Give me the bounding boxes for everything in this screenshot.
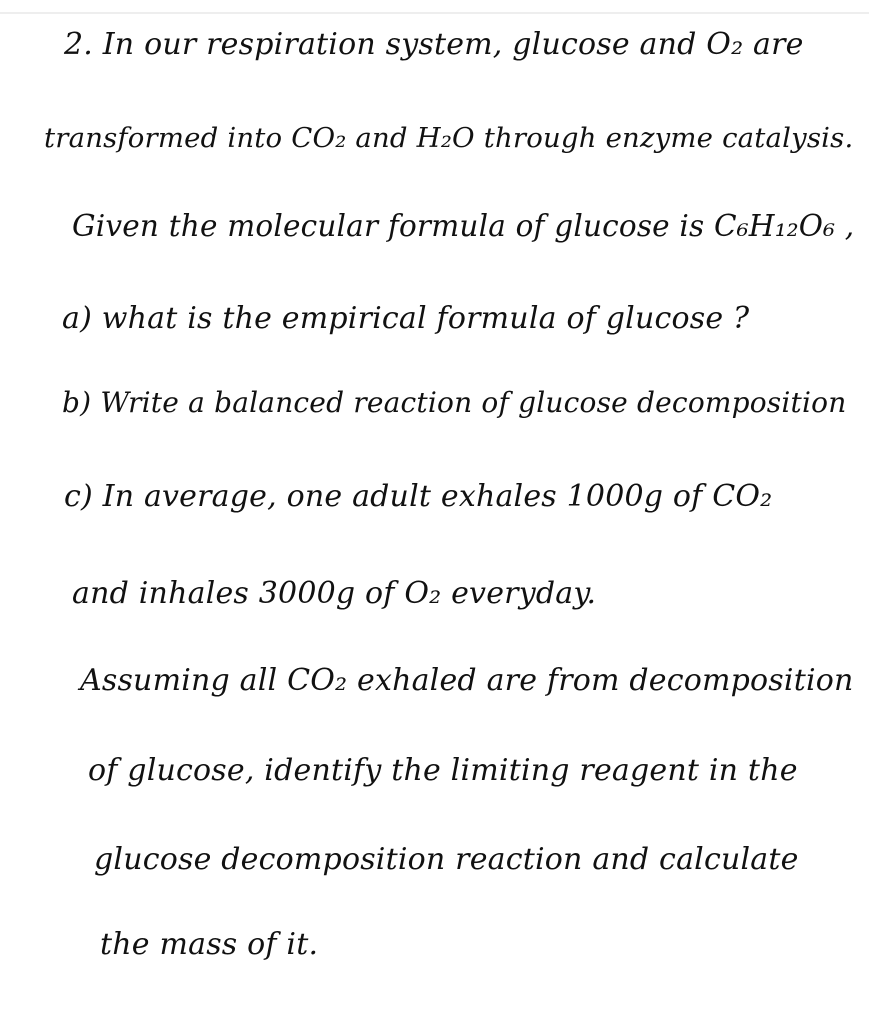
part-c-line: and inhales 3000g of O₂ everyday. (72, 576, 597, 611)
question-line: Given the molecular formula of glucose is C₆H₁₂O₆ , (72, 209, 855, 243)
part-c-line: the mass of it. (100, 927, 319, 962)
top-divider (0, 12, 869, 14)
part-a-line: a) what is the empirical formula of glucose ? (62, 301, 750, 336)
part-c-line: Assuming all CO₂ exhaled are from decomposition (80, 663, 854, 698)
question-line: transformed into CO₂ and H₂O through enzyme catalysis. (44, 122, 854, 154)
question-intro-line: 2. In our respiration system, glucose and O₂ are (64, 27, 804, 62)
part-c-line: c) In average, one adult exhales 1000g of CO₂ (64, 479, 773, 514)
part-b-line: b) Write a balanced reaction of glucose decomposition (62, 386, 847, 419)
part-c-line: glucose decomposition reaction and calculate (94, 842, 799, 877)
part-c-line: of glucose, identify the limiting reagent in the (88, 753, 798, 788)
